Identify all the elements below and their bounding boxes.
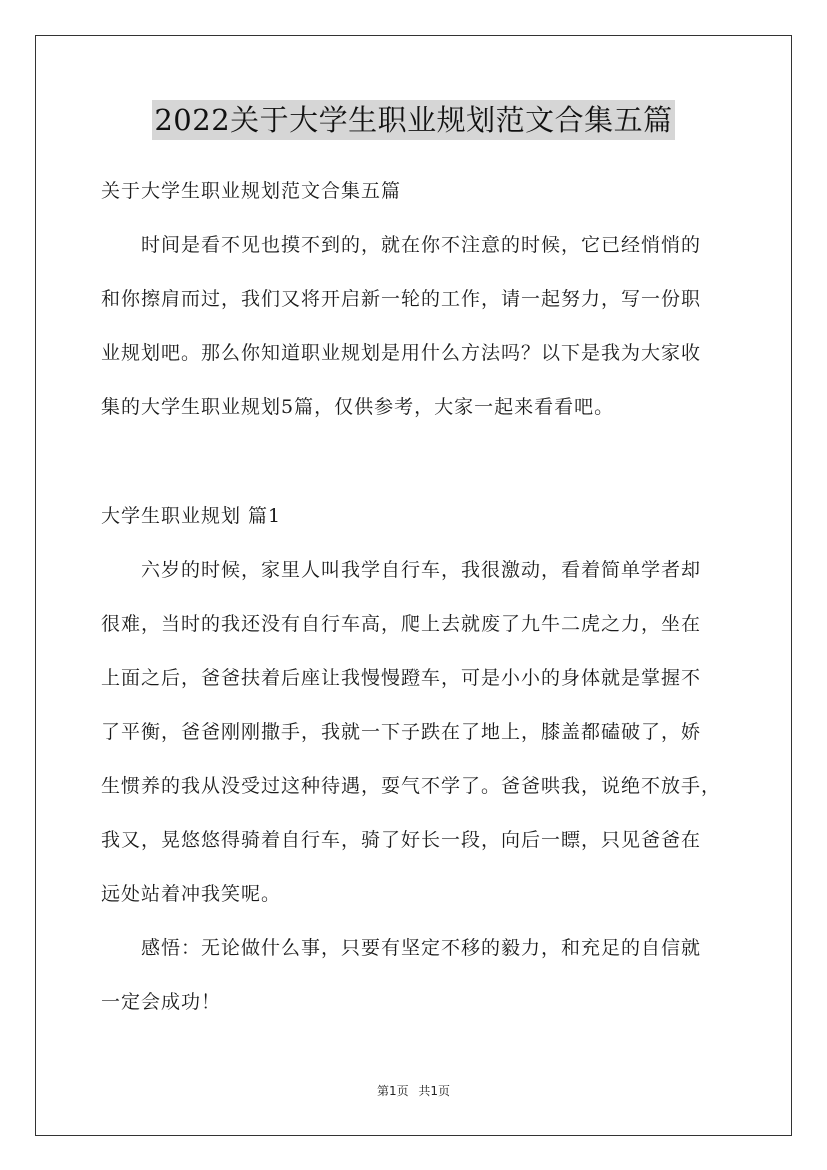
section-heading: 大学生职业规划 篇1 xyxy=(101,505,282,527)
page-number: 第1页 xyxy=(376,1084,409,1098)
paragraph-line: 上面之后，爸爸扶着后座让我慢慢蹬车，可是小小的身体就是掌握不 xyxy=(101,667,702,689)
paragraph-line: 生惯养的我从没受过这种待遇，耍气不学了。爸爸哄我，说绝不放手， xyxy=(101,775,722,797)
page-footer xyxy=(0,1082,827,1099)
intro-line: 时间是看不见也摸不到的，就在你不注意的时候，它已经悄悄的 xyxy=(141,234,702,256)
title-container xyxy=(0,100,827,140)
paragraph-line: 很难，当时的我还没有自行车高，爬上去就废了九牛二虎之力，坐在 xyxy=(101,613,702,635)
paragraph-line: 感悟：无论做什么事，只要有坚定不移的毅力，和充足的自信就 xyxy=(141,937,702,959)
paragraph-line: 远处站着冲我笑呢。 xyxy=(101,883,282,905)
document-body xyxy=(101,164,741,1029)
intro-line: 集的大学生职业规划5篇，仅供参考，大家一起来看看吧。 xyxy=(101,396,615,418)
document-title: 2022关于大学生职业规划范文合集五篇 xyxy=(152,100,674,140)
intro-line: 和你擦肩而过，我们又将开启新一轮的工作，请一起努力，写一份职 xyxy=(101,288,702,310)
document-subtitle: 关于大学生职业规划范文合集五篇 xyxy=(101,180,402,202)
paragraph-line: 一定会成功！ xyxy=(101,991,222,1013)
section-spacer xyxy=(101,434,741,489)
page-total: 共1页 xyxy=(418,1084,451,1098)
paragraph-line: 了平衡，爸爸刚刚撒手，我就一下子跌在了地上，膝盖都磕破了，娇 xyxy=(101,721,702,743)
paragraph-line: 六岁的时候，家里人叫我学自行车，我很激动，看着简单学者却 xyxy=(141,559,702,581)
paragraph-line: 我又，晃悠悠得骑着自行车，骑了好长一段，向后一瞟，只见爸爸在 xyxy=(101,829,702,851)
intro-line: 业规划吧。那么你知道职业规划是用什么方法吗？以下是我为大家收 xyxy=(101,342,702,364)
